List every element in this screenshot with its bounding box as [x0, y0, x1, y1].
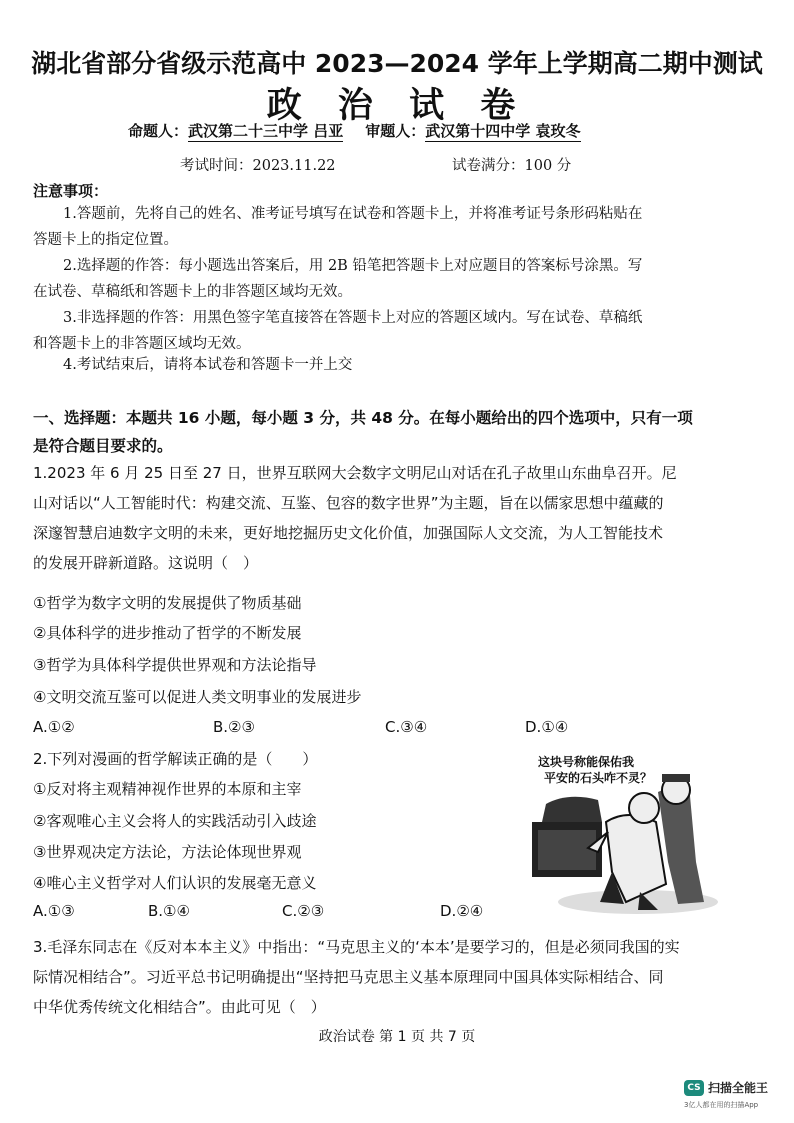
exam-title: 湖北省部分省级示范高中 2023—2024 学年上学期高二期中测试 [31, 49, 763, 78]
question-1-option: ②具体科学的进步推动了哲学的不断发展 [33, 624, 302, 642]
stem-line: 际情况相结合”。习近平总书记明确提出“坚持把马克思主义基本原理同中国具体实际相结合、同 [33, 968, 664, 986]
question-1-option: ④文明交流互鉴可以促进人类文明事业的发展进步 [33, 688, 362, 706]
stem-line: 1.2023 年 6 月 25 日至 27 日，世界互联网大会数字文明尼山对话在孔子故里山东曲阜召开。尼 [33, 464, 677, 482]
question-1-option: ③哲学为具体科学提供世界观和方法论指导 [33, 656, 317, 674]
author-line [128, 120, 581, 141]
setter-label: 命题人： [128, 122, 189, 140]
section-heading [33, 404, 753, 460]
cartoon-caption-2: 平安的石头咋不灵？ [544, 771, 653, 785]
section-heading-line: 一、选择题：本题共 16 小题，每小题 3 分，共 48 分。在每小题给出的四个选项中，只有一项 [33, 409, 693, 427]
question-2-answer-d: D.②④ [440, 902, 484, 920]
note-line: 在试卷、草稿纸和答题卡上的非答题区域均无效。 [33, 284, 352, 300]
cartoon-illustration [528, 752, 720, 918]
question-2-answer-a: A.①③ [33, 902, 75, 920]
question-2-option: ②客观唯心主义会将人的实践活动引入歧途 [33, 812, 317, 830]
question-1-answer-c: C.③④ [385, 718, 428, 736]
reviewer-label: 审题人： [365, 122, 426, 140]
note-line: 1.答题前，先将自己的姓名、准考证号填写在试卷和答题卡上，并将准考证号条形码粘贴在 [63, 206, 643, 222]
question-2-option: ③世界观决定方法论，方法论体现世界观 [33, 843, 302, 861]
scanner-app-name: 扫描全能王 [708, 1081, 769, 1095]
question-2-stem: 2.下列对漫画的哲学解读正确的是（ ） [33, 750, 318, 768]
setter-name: 武汉第二十三中学 吕亚 [188, 122, 344, 140]
note-line: 答题卡上的指定位置。 [33, 232, 178, 248]
cartoon-caption-1: 这块号称能保佑我 [538, 755, 635, 769]
stem-line: 中华优秀传统文化相结合”。由此可见（ ） [33, 998, 326, 1016]
stem-line: 的发展开辟新道路。这说明（ ） [33, 554, 259, 572]
question-2-answer-b: B.①④ [148, 902, 190, 920]
note-line: 和答题卡上的非答题区域均无效。 [33, 336, 251, 352]
note-line: 3.非选择题的作答：用黑色签字笔直接答在答题卡上对应的答题区域内。写在试卷、草稿纸 [63, 310, 643, 326]
stem-line: 深邃智慧启迪数字文明的未来，更好地挖掘历史文化价值，加强国际人文交流，为人工智能技术 [33, 524, 664, 542]
note-line: 4.考试结束后，请将本试卷和答题卡一并上交 [63, 357, 353, 373]
exam-subtitle: 政 治 试 卷 [266, 86, 528, 126]
scanner-logo-icon: CS [684, 1080, 704, 1096]
question-1-stem [33, 458, 758, 578]
question-1-option: ①哲学为数字文明的发展提供了物质基础 [33, 594, 302, 612]
stem-line: 3.毛泽东同志在《反对本本主义》中指出：“马克思主义的‘本本’是要学习的，但是必须同我国的实 [33, 938, 680, 956]
question-2-option: ①反对将主观精神视作世界的本原和主宰 [33, 780, 302, 798]
question-3-stem [33, 932, 758, 1022]
page-footer: 政治试卷 第 1 页 共 7 页 [318, 1029, 476, 1045]
question-1-answer-b: B.②③ [213, 718, 255, 736]
scanner-tagline: 3亿人都在用的扫描App [684, 1101, 759, 1109]
question-1-answer-a: A.①② [33, 718, 75, 736]
notes-title: 注意事项： [33, 182, 109, 200]
stem-line: 山对话以“人工智能时代：构建交流、互鉴、包容的数字世界”为主题，旨在以儒家思想中蕴藏的 [33, 494, 664, 512]
reviewer-name: 武汉第十四中学 袁玫冬 [425, 122, 581, 140]
question-2-answer-c: C.②③ [282, 902, 325, 920]
note-line: 2.选择题的作答：每小题选出答案后，用 2B 铅笔把答题卡上对应题目的答案标号涂黑。写 [63, 258, 643, 274]
full-score: 试卷满分：100 分 [452, 158, 572, 174]
exam-time: 考试时间：2023.11.22 [180, 158, 336, 174]
section-heading-line: 是符合题目要求的。 [33, 437, 173, 455]
question-1-answer-d: D.①④ [525, 718, 569, 736]
question-2-option: ④唯心主义哲学对人们认识的发展毫无意义 [33, 874, 317, 892]
